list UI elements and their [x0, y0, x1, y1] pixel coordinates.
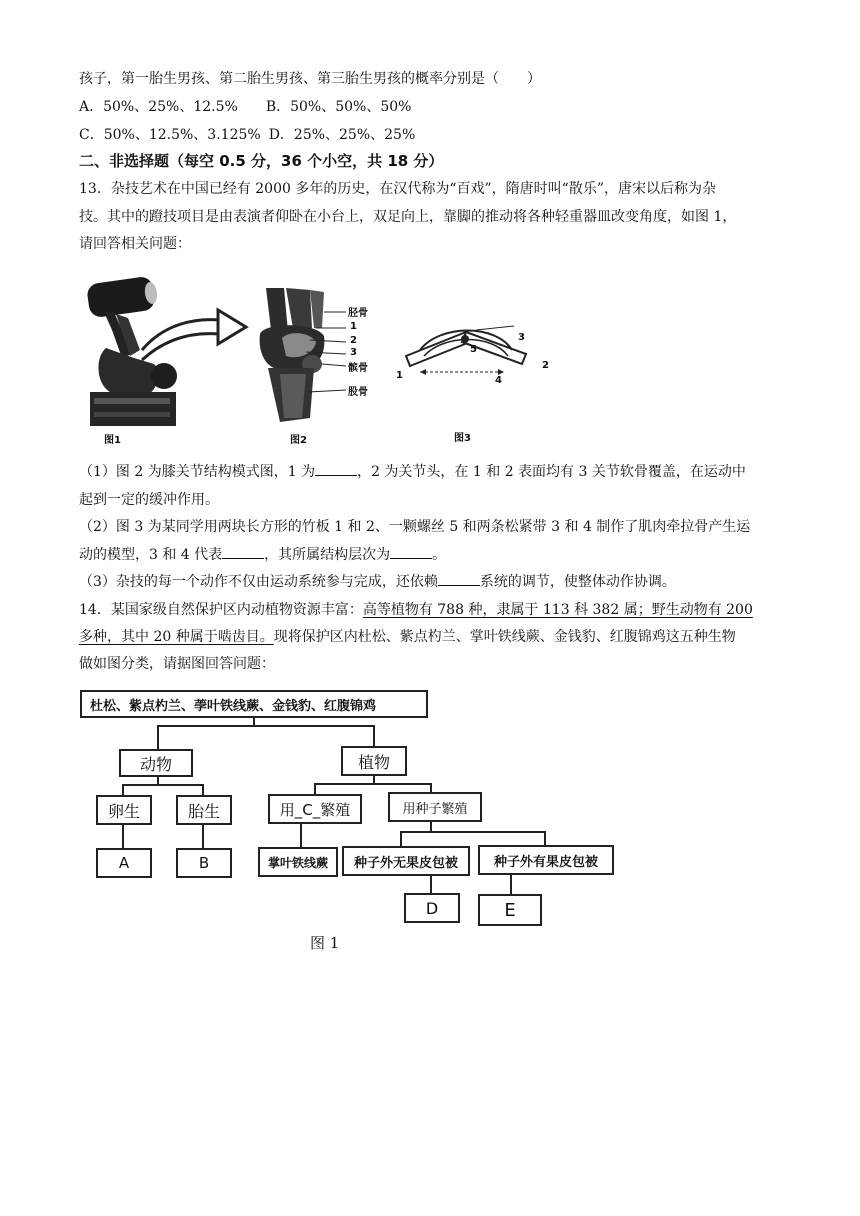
tree-root-label: 杜松、紫点杓兰、荸叶铁线蕨、金钱豹、红腹锦鸡 [90, 698, 377, 714]
q13-sub1-line2: 起到一定的缓冲作用。 [79, 492, 219, 508]
answer-blank-2[interactable] [222, 546, 264, 559]
q13-sub2-line2 [79, 546, 446, 564]
q13-line3: 请回答相关问题： [79, 236, 191, 252]
connector [400, 831, 546, 833]
q13-sub2-text-end: 。 [432, 547, 447, 563]
fig2-label-patella: 髌骨 [348, 363, 368, 374]
q13-figures [84, 268, 564, 446]
q13-sub2-text-cont: ，其所属结构层次为 [264, 547, 391, 563]
fig3-label-5: 5 [470, 344, 477, 355]
q12-options-row1 [79, 98, 411, 116]
q14-underlined-fact-1: 高等植物有 788 种，隶属于 113 科 382 属；野生动物有 200 [362, 602, 753, 618]
connector [544, 831, 546, 846]
tree-d-box [404, 893, 460, 923]
connector [122, 784, 204, 786]
q12-options-row2 [79, 126, 415, 144]
connector [122, 825, 124, 849]
tree-spore-label: 用_C_繁殖 [279, 800, 351, 819]
tree-seed-label: 用种子繁殖 [402, 801, 468, 817]
fig3-label-2: 2 [542, 360, 549, 371]
tree-a-box [96, 848, 152, 878]
q12-stem: 孩子，第一胎生男孩、第二胎生男孩、第三胎生男孩的概率分别是（ ） [79, 71, 541, 87]
q13-line1: 13．杂技艺术在中国已经有 2000 多年的历史，在汉代称为“百戏”，隋唐时叫“散乐”，唐宋以后称为杂 [79, 181, 716, 197]
tree-plant-label: 植物 [357, 752, 390, 772]
q12-option-c[interactable]: C．50%、12.5%、3.125% [79, 127, 261, 143]
tree-b-label: B [198, 854, 210, 872]
connector [510, 875, 512, 895]
fig3-label-1: 1 [396, 370, 403, 381]
tree-oviparous-box [96, 795, 152, 825]
connector [157, 725, 159, 750]
fig1-label: 图1 [104, 435, 121, 446]
q14-line2-text: 现将保护区内杜松、紫点杓兰、掌叶铁线蕨、金钱豹、红腹锦鸡这五种生物 [273, 629, 736, 645]
q12-option-b[interactable]: B．50%、50%、50% [265, 99, 412, 115]
tree-no-pericarp-box [342, 846, 470, 876]
answer-blank-3[interactable] [390, 546, 432, 559]
connector [314, 783, 432, 785]
fig3-muscle-model-image [406, 326, 526, 375]
answer-blank-1[interactable] [315, 463, 357, 476]
q13-line2: 技。其中的蹬技项目是由表演者仰卧在小台上，双足向上，靠脚的推动将各种轻重器皿改变角度，如图 1， [79, 209, 737, 225]
tree-spore-box [268, 794, 362, 824]
tree-viviparous-label: 胎生 [187, 801, 220, 821]
tree-viviparous-box [176, 795, 232, 825]
tree-plant-box [341, 746, 407, 776]
connector [400, 831, 402, 847]
fig2-label-femur: 股骨 [348, 387, 368, 398]
connector [202, 825, 204, 849]
connector [300, 824, 302, 848]
connector [430, 876, 432, 894]
q13-sub2-text: 动的模型，3 和 4 代表 [79, 547, 223, 563]
fig2-label: 图2 [290, 435, 307, 446]
q14-underlined-fact-2: 多种，其中 20 种属于啮齿目。 [79, 629, 274, 645]
q12-option-d[interactable]: D．25%、25%、25% [268, 127, 416, 143]
q13-sub3-text-cont: 系统的调节，使整体动作协调。 [479, 574, 676, 590]
q14-line1 [79, 601, 753, 619]
fig3-label-3: 3 [518, 332, 525, 343]
tree-fern-label: 掌叶铁线蕨 [267, 855, 328, 870]
fig2-label-tibia: 胫骨 [348, 308, 368, 319]
tree-d-label: D [425, 898, 439, 918]
answer-blank-4[interactable] [438, 573, 480, 586]
fig3-label-4: 4 [495, 375, 502, 386]
tree-seed-box [388, 792, 482, 822]
tree-fern-box [258, 847, 338, 877]
q12-option-a[interactable]: A．50%、25%、12.5% [79, 99, 238, 115]
fig2-label-1: 1 [350, 321, 357, 332]
tree-a-label: A [118, 854, 130, 872]
connector [157, 725, 375, 727]
tree-oviparous-label: 卵生 [107, 801, 140, 821]
q14-figure-caption: 图 1 [310, 934, 340, 952]
q14-intro: 14．某国家级自然保护区内动植物资源丰富： [79, 602, 363, 618]
tree-pericarp-label: 种子外有果皮包被 [493, 854, 598, 870]
q13-sub3-text: （3）杂技的每一个动作不仅由运动系统参与完成，还依赖 [79, 574, 438, 590]
q13-sub3-line [79, 573, 676, 591]
tree-no-pericarp-label: 种子外无果皮包被 [353, 855, 458, 871]
tree-e-box [478, 894, 542, 926]
fig1-acrobat-image [86, 276, 246, 426]
section-heading: 二、非选择题（每空 0.5 分，36 个小空，共 18 分） [79, 152, 444, 170]
tree-e-label: E [504, 899, 516, 921]
tree-animal-box [119, 749, 193, 777]
q13-figures-drawing [84, 268, 564, 446]
tree-b-box [176, 848, 232, 878]
q13-sub1-line1 [79, 463, 746, 481]
tree-root-box [80, 690, 428, 718]
q13-sub1-text-cont: ，2 为关节头，在 1 和 2 表面均有 3 关节软骨覆盖，在运动中 [357, 464, 746, 480]
fig2-label-3: 3 [350, 347, 357, 358]
q13-sub2-line1: （2）图 3 为某同学用两块长方形的竹板 1 和 2、一颗螺丝 5 和两条松紧带 3 和 4 制作了肌肉牵拉骨产生运 [79, 519, 751, 535]
q14-line3: 做如图分类，请据图回答问题： [79, 656, 275, 672]
fig2-label-2: 2 [350, 335, 357, 346]
fig2-knee-joint-image [260, 288, 346, 422]
connector [373, 725, 375, 747]
fig3-label: 图3 [454, 433, 471, 444]
tree-animal-label: 动物 [139, 754, 172, 774]
tree-pericarp-box [478, 845, 614, 875]
q14-line2 [79, 628, 736, 646]
q13-sub1-text: （1）图 2 为膝关节结构模式图，1 为 [79, 464, 316, 480]
